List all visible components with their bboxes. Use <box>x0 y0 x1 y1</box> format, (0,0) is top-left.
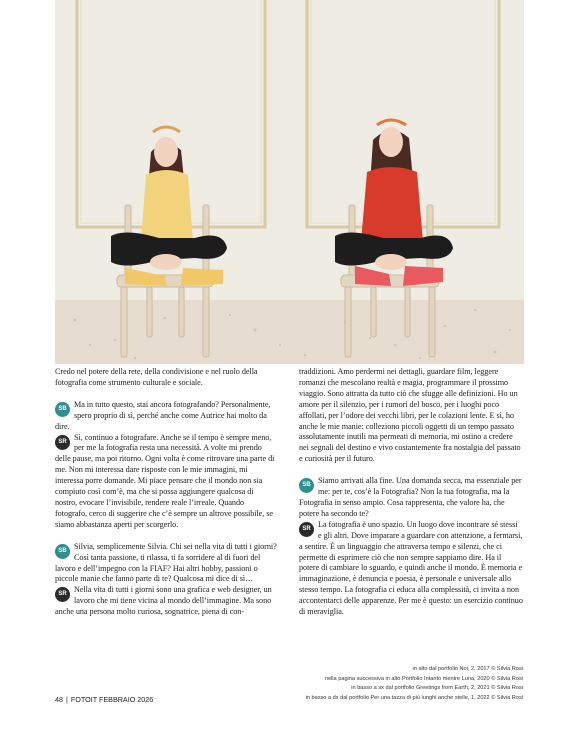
credit-line: in basso a dx dal portfolio Per una tazza di più lunghi anche stelle, 1, 2022 © Silvia Rosi <box>305 694 523 701</box>
question-2-text: Silvia, semplicemente Silvia. Chi sei nella vita di tutti i giorni? Così tanta passione, ti rilassa, ti fa sorridere al di fuori del lavoro e dell’impegno con la FIAF? Hai altri hobby, passioni o piccole manie che fanno parte di te? Qualcosa mi dice di sì… <box>55 541 277 584</box>
page-footer <box>55 693 524 707</box>
question-3 <box>299 476 523 520</box>
question-1 <box>55 400 277 433</box>
magazine-issue: FOTOIT FEBBRAIO 2026 <box>70 695 154 704</box>
credit-line: in alto dal portfolio Noi, 2, 2017 © Silvia Rosi <box>412 666 523 672</box>
sr-initials-badge: SR <box>55 435 70 450</box>
footer-separator: | <box>66 695 68 704</box>
answer-1 <box>55 433 277 531</box>
question-2 <box>55 542 277 586</box>
credit-line: nella pagina successiva in alto Portfolio Intanto mentre Luna, 2020 © Silvia Rosi <box>324 675 523 682</box>
answer-1-text: Sì, continuo a fotografare. Anche se il tempo è sempre meno, per me la fotografia resta una necessità. A volte mi prendo delle pause, ma poi ritorno. Ogni volta è come ritrovare una parte di me. Non mi interessa dare risposte con le mie immagini, mi interessa porre domande. Mi piace pensare che il mondo non sia compiuto così com’è, ma che si possa aggiungere qualcosa di nostro, evocare l’invisibile, rendere reale l’irreale. Quando fotografo, cerco di suggerire che c’è sempre un altrove possibile, se siamo abbastanza aperti per scorgerlo. <box>55 432 275 529</box>
answer-2 <box>55 585 277 618</box>
sr-initials-badge: SR <box>55 587 70 602</box>
right-text-column <box>299 367 523 618</box>
photo-two-women-on-chairs <box>55 0 524 364</box>
sr-initials-badge: SR <box>299 522 314 537</box>
page-number: 48 <box>55 695 63 704</box>
answer-3 <box>299 520 523 618</box>
left-text-column <box>55 367 277 618</box>
question-3-text: Siamo arrivati alla fine. Una domanda secca, ma essenziale per me: per te, cos’è la Fotografia? Non la tua fotografia, ma la Fotografia in senso ampio. Cosa rappresenta, che valore ha, che potere ha secondo te? <box>299 476 522 518</box>
sb-initials-badge: SB <box>299 478 314 493</box>
sb-initials-badge: SB <box>55 402 70 417</box>
answer-3-text: La fotografia è uno spazio. Un luogo dove incontrare sé stessi e gli altri. Dove imparare a guardare con attenzione, a fermarsi, a sentire. È un linguaggio che attraversa tempo e silenzi, che ci permette di esprimere ciò che non sempre sappiamo dire. Ha il potere di cambiare lo sguardo, e quindi anche il mondo. È memoria e immaginazione, è denuncia e poesia, è personale e universale allo stesso tempo. La fotografia ci educa alla complessità, ci invita a non accontentarci delle apparenze. Per me è questo: un esercizio continuo di meraviglia. <box>299 519 523 617</box>
answer-2-text: Nella vita di tutti i giorni sono una grafica e web designer, un lavoro che mi tiene vicina al mondo dell’immagine. Ma sono anche una persona molto curiosa, sognatrice, piena di con- <box>55 585 272 617</box>
intro-paragraph: Credo nel potere della rete, della condivisione e nel ruolo della fotografia come strumento culturale e sociale. <box>55 367 258 387</box>
question-1-text: Ma in tutto questo, stai ancora fotografando? Personalmente, spero proprio di sì, perché anche come Autrice hai molto da dire. <box>55 399 271 431</box>
sb-initials-badge: SB <box>55 544 70 559</box>
credit-line: in basso a sx dal portfolio Greetings from Earth, 2, 2021 © Silvia Rosi <box>351 685 523 692</box>
answer-2-continuation: traddizioni. Amo perdermi nei dettagli, guardare film, leggere romanzi che mescolano realtà e magia, programmare il prossimo viaggio. Sono attratta da tutto ciò che sfugge alle definizioni. Ho un amore per il silenzio, per i rumori del bosco, per i luoghi poco affollati, per l’odore dei vecchi libri, per le colazioni lente. E sì, ho anche le mie manie: colleziono piccoli oggetti di un tempo passato assolutamente inutili ma permeati di memoria, mi ostino a credere nei segnali del destino e vivo costantemente fra nostalgia del passato e curiosità per il futuro. <box>299 367 521 464</box>
